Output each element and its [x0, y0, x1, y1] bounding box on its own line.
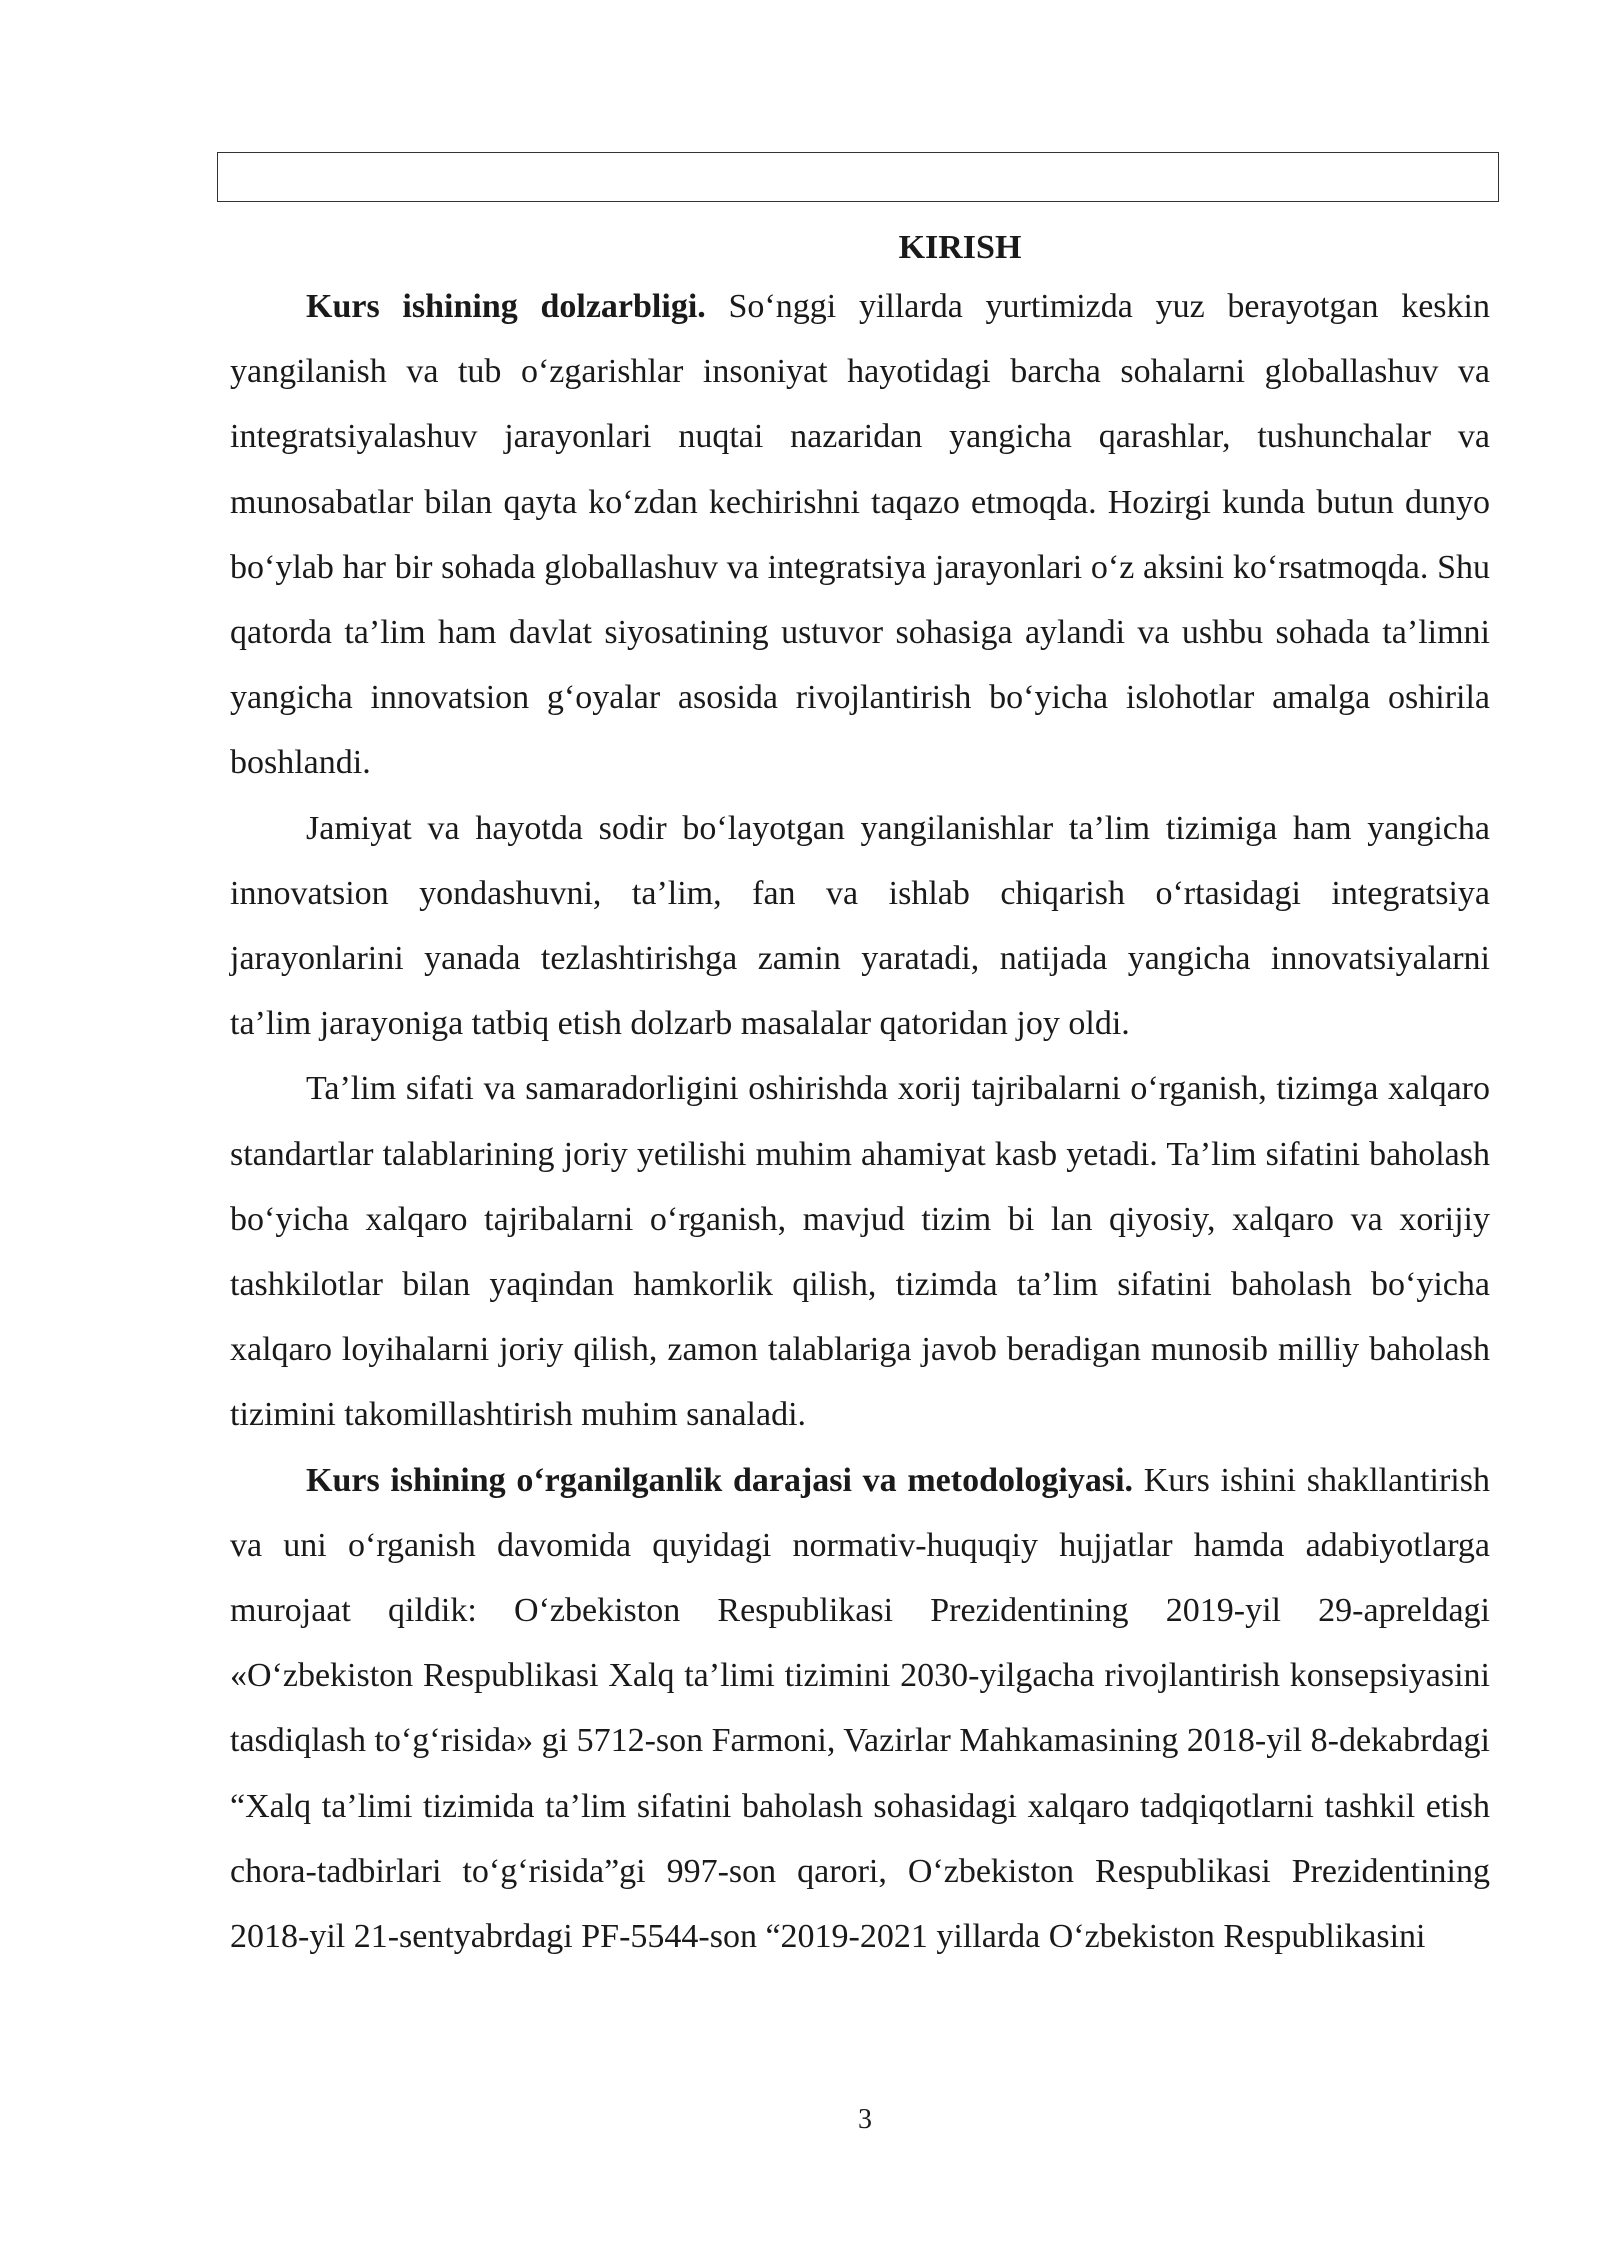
- page-number: 3: [858, 2104, 872, 2135]
- header-box: [217, 152, 1499, 202]
- paragraph-text: Ta’lim sifati va samaradorligini oshirishda xorij tajribalarni o‘rganish, tizimga xalqaro standartlar talablarining joriy yetilishi muhim ahamiyat kasb yetadi. Ta’lim sifatini baholash bo‘yicha xalqaro tajribalarni o‘rganish, mavjud tizim bi lan qiyosiy, xalqaro va xorijiy tashkilotlar bilan yaqindan hamkorlik qilish, tizimda ta’lim sifatini baholash bo‘yicha xalqaro loyihalarni joriy qilish, zamon talablariga javob beradigan munosib milliy baholash tizimini takomillashtirish muhim sanaladi.: [230, 1070, 1490, 1434]
- paragraph-lead: Kurs ishining o‘rganilganlik darajasi va metodologiyasi.: [306, 1461, 1134, 1499]
- paragraph-methodology: [230, 1448, 1490, 1970]
- paragraph-relevance: [230, 274, 1490, 796]
- paragraph-text: Kurs ishini shakllantirish va uni o‘rganish davomida quyidagi normativ-huquqiy hujjatlar hamda adabiyotlarga murojaat qildik: O‘zbekiston Respublikasi Prezidentining 2019-yil 29-apreldagi «O‘zbekiston Respublikasi Xalq ta’limi tizimini 2030-yilgacha rivojlantirish konsepsiyasini tasdiqlash to‘g‘risida» gi 5712-son Farmoni, Vazirlar Mahkamasining 2018-yil 8-dekabrdagi “Xalq ta’limi tizimida ta’lim sifatini baholash sohasidagi xalqaro tadqiqotlarni tashkil etish chora-tadbirlari to‘g‘risida”gi 997-son qarori, O‘zbekiston Respublikasi Prezidentining 2018-yil 21-sentyabrdagi PF-5544-son “2019-2021 yillarda O‘zbekiston Respublikasini: [230, 1461, 1490, 1956]
- paragraph-innovation: [230, 796, 1490, 1057]
- paragraph-text: Jamiyat va hayotda sodir bo‘layotgan yangilanishlar ta’lim tizimiga ham yangicha innovatsion yondashuvni, ta’lim, fan va ishlab chiqarish o‘rtasidagi integratsiya jarayonlarini yanada tezlashtirishga zamin yaratadi, natijada yangicha innovatsiyalarni ta’lim jarayoniga tatbiq etish dolzarb masalalar qatoridan joy oldi.: [230, 809, 1490, 1043]
- paragraph-text: So‘nggi yillarda yurtimizda yuz berayotgan keskin yangilanish va tub o‘zgarishlar insoniyat hayotidagi barcha sohalarni globallashuv va integratsiyalashuv jarayonlari nuqtai nazaridan yangicha qarashlar, tushunchalar va munosabatlar bilan qayta ko‘zdan kechirishni taqazo etmoqda. Hozirgi kunda butun dunyo bo‘ylab har bir sohada globallashuv va integratsiya jarayonlari o‘z aksini ko‘rsatmoqda. Shu qatorda ta’lim ham davlat siyosatining ustuvor sohasiga aylandi va ushbu sohada ta’limni yangicha innovatsion g‘oyalar asosida rivojlantirish bo‘yicha islohotlar amalga oshirila boshlandi.: [230, 288, 1490, 782]
- paragraph-quality: [230, 1056, 1490, 1447]
- document-body: [230, 222, 1490, 1969]
- paragraph-lead: Kurs ishining dolzarbligi.: [306, 288, 706, 325]
- section-heading: KIRISH: [898, 229, 1022, 266]
